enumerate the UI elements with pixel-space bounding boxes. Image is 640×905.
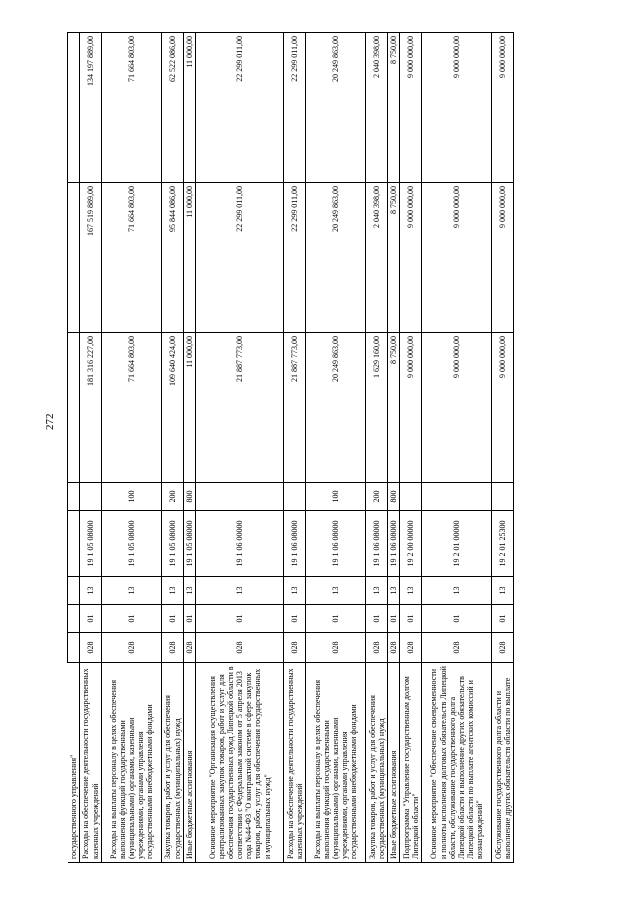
row-target-article: 19 1 05 08000 <box>162 511 184 577</box>
row-amount-3: 8 750,00 <box>388 33 400 183</box>
row-expense-type <box>284 483 306 511</box>
row-target-article: 19 1 06 08000 <box>366 511 388 577</box>
row-amount-1: 9 000 000,00 <box>422 333 492 483</box>
row-subsection: 13 <box>184 577 196 605</box>
row-amount-3: 9 000 000,00 <box>492 33 514 183</box>
row-admin-code: 028 <box>284 633 306 663</box>
row-subsection: 13 <box>196 577 284 605</box>
row-amount-2: 20 249 863,00 <box>306 183 366 333</box>
table-row <box>388 33 400 863</box>
budget-table-body <box>68 33 514 863</box>
row-subsection <box>68 577 80 605</box>
row-admin-code: 028 <box>306 633 366 663</box>
row-name: Основное мероприятие "Обеспечение своевременности и полноты исполнения долговых обязательств Липецкой области, обслуживание государственного долга Липецкой области и выполнение других обязательств Липецкой области по выплате агентских комиссий и вознаграждений" <box>422 663 492 863</box>
row-target-article: 19 1 05 08000 <box>102 511 162 577</box>
row-amount-1: 1 629 160,00 <box>366 333 388 483</box>
row-admin-code: 028 <box>196 633 284 663</box>
row-amount-3: 11 000,00 <box>184 33 196 183</box>
row-amount-1: 9 000 000,00 <box>400 333 422 483</box>
row-admin-code: 028 <box>400 633 422 663</box>
row-target-article: 19 2 00 00000 <box>400 511 422 577</box>
row-expense-type: 200 <box>366 483 388 511</box>
row-admin-code: 028 <box>366 633 388 663</box>
row-amount-3: 9 000 000,00 <box>422 33 492 183</box>
table-row <box>422 33 492 863</box>
row-section: 01 <box>162 605 184 633</box>
row-section: 01 <box>184 605 196 633</box>
row-target-article: 19 1 05 08000 <box>80 511 102 577</box>
row-amount-3: 134 197 889,00 <box>80 33 102 183</box>
row-target-article: 19 1 06 08000 <box>284 511 306 577</box>
row-section: 01 <box>388 605 400 633</box>
budget-table <box>67 32 514 863</box>
row-subsection: 13 <box>422 577 492 605</box>
row-section: 01 <box>306 605 366 633</box>
row-expense-type <box>68 483 80 511</box>
row-expense-type: 100 <box>306 483 366 511</box>
row-target-article: 19 1 06 00000 <box>196 511 284 577</box>
row-admin-code: 028 <box>422 633 492 663</box>
row-amount-1 <box>68 333 80 483</box>
row-name: Закупка товаров, работ и услуг для обеспечения государственных (муниципальных) нужд <box>162 663 184 863</box>
row-expense-type <box>492 483 514 511</box>
row-expense-type: 800 <box>184 483 196 511</box>
row-name: Обслуживание государственного долга области и выполнение других обязательств области по выплате <box>492 663 514 863</box>
row-amount-3: 2 040 398,00 <box>366 33 388 183</box>
row-name: Основное мероприятие "Организация осуществления централизованных закупок товаров, работ и услуг для обеспечения государственных нужд Липецкой области в соответствии с Федеральным законом от 5 апреля 2013 года №44-ФЗ "О контрактной системе в сфере закупок товаров, работ, услуг для обеспечения государственных и муниципальных нужд" <box>196 663 284 863</box>
row-section: 01 <box>284 605 306 633</box>
row-name: Иные бюджетные ассигнования <box>388 663 400 863</box>
row-amount-3: 62 522 086,00 <box>162 33 184 183</box>
row-section: 01 <box>492 605 514 633</box>
row-admin-code: 028 <box>80 633 102 663</box>
row-section: 01 <box>196 605 284 633</box>
row-amount-1: 109 640 424,00 <box>162 333 184 483</box>
row-subsection: 13 <box>102 577 162 605</box>
row-amount-1: 9 000 000,00 <box>492 333 514 483</box>
row-amount-3: 20 249 863,00 <box>306 33 366 183</box>
row-amount-1: 71 664 803,00 <box>102 333 162 483</box>
row-target-article: 19 2 01 00000 <box>422 511 492 577</box>
row-target-article: 19 1 06 08000 <box>388 511 400 577</box>
row-admin-code: 028 <box>162 633 184 663</box>
table-row <box>68 33 80 863</box>
row-amount-2: 8 750,00 <box>388 183 400 333</box>
row-amount-2: 9 000 000,00 <box>422 183 492 333</box>
page-number: 272 <box>44 413 56 430</box>
row-admin-code: 028 <box>102 633 162 663</box>
row-section: 01 <box>400 605 422 633</box>
table-row <box>400 33 422 863</box>
row-amount-2: 71 664 803,00 <box>102 183 162 333</box>
row-section: 01 <box>102 605 162 633</box>
row-name: Иные бюджетные ассигнования <box>184 663 196 863</box>
row-admin-code: 028 <box>492 633 514 663</box>
row-amount-3 <box>68 33 80 183</box>
row-amount-2 <box>68 183 80 333</box>
row-expense-type: 200 <box>162 483 184 511</box>
row-target-article: 19 1 05 08000 <box>184 511 196 577</box>
row-target-article: 19 2 01 25300 <box>492 511 514 577</box>
row-subsection: 13 <box>162 577 184 605</box>
row-section: 01 <box>366 605 388 633</box>
row-expense-type: 100 <box>102 483 162 511</box>
row-amount-3: 9 000 000,00 <box>400 33 422 183</box>
row-admin-code: 028 <box>388 633 400 663</box>
row-section: 01 <box>422 605 492 633</box>
table-row <box>366 33 388 863</box>
row-name: Расходы на обеспечение деятельности государственных казенных учреждений <box>80 663 102 863</box>
row-expense-type: 800 <box>388 483 400 511</box>
row-expense-type <box>196 483 284 511</box>
row-expense-type <box>400 483 422 511</box>
row-amount-3: 71 664 803,00 <box>102 33 162 183</box>
table-row <box>162 33 184 863</box>
table-row <box>184 33 196 863</box>
row-amount-1: 8 750,00 <box>388 333 400 483</box>
row-target-article: 19 1 06 08000 <box>306 511 366 577</box>
row-subsection: 13 <box>388 577 400 605</box>
row-admin-code: 028 <box>184 633 196 663</box>
row-amount-3: 22 299 011,00 <box>196 33 284 183</box>
row-subsection: 13 <box>80 577 102 605</box>
row-admin-code <box>68 633 80 663</box>
row-amount-2: 22 299 011,00 <box>196 183 284 333</box>
row-target-article <box>68 511 80 577</box>
row-subsection: 13 <box>306 577 366 605</box>
row-name: Расходы на выплаты персоналу в целях обеспечения выполнения функций государственными (муниципальными) органами, казенными учреждениями, органами управления государственными внебюджетными фондами <box>306 663 366 863</box>
row-amount-1: 21 887 773,00 <box>284 333 306 483</box>
table-row <box>492 33 514 863</box>
row-amount-2: 11 000,00 <box>184 183 196 333</box>
row-name: Закупка товаров, работ и услуг для обеспечения государственных (муниципальных) нужд <box>366 663 388 863</box>
row-expense-type <box>80 483 102 511</box>
row-subsection: 13 <box>284 577 306 605</box>
row-amount-1: 20 249 863,00 <box>306 333 366 483</box>
row-name: государственного управления" <box>68 663 80 863</box>
row-amount-2: 9 000 000,00 <box>400 183 422 333</box>
row-name: Подпрограмма "Управление государственным долгом Липецкой области" <box>400 663 422 863</box>
row-expense-type <box>422 483 492 511</box>
row-name: Расходы на обеспечение деятельности государственных казенных учреждений <box>284 663 306 863</box>
budget-table-container <box>67 33 607 863</box>
table-row <box>102 33 162 863</box>
row-amount-3: 22 299 011,00 <box>284 33 306 183</box>
row-amount-2: 22 299 011,00 <box>284 183 306 333</box>
row-amount-2: 167 519 889,00 <box>80 183 102 333</box>
row-amount-1: 181 316 227,00 <box>80 333 102 483</box>
row-amount-1: 21 887 773,00 <box>196 333 284 483</box>
row-section: 01 <box>80 605 102 633</box>
row-subsection: 13 <box>400 577 422 605</box>
row-name: Расходы на выплаты персоналу в целях обеспечения выполнения функций государственными (муниципальными) органами, казенными учреждениями, органами управления государственными внебюджетными фондами <box>102 663 162 863</box>
row-amount-2: 2 040 398,00 <box>366 183 388 333</box>
table-row <box>196 33 284 863</box>
table-row <box>306 33 366 863</box>
table-row <box>80 33 102 863</box>
row-amount-1: 11 000,00 <box>184 333 196 483</box>
row-subsection: 13 <box>492 577 514 605</box>
row-amount-2: 95 844 086,00 <box>162 183 184 333</box>
row-subsection: 13 <box>366 577 388 605</box>
row-section <box>68 605 80 633</box>
row-amount-2: 9 000 000,00 <box>492 183 514 333</box>
table-row <box>284 33 306 863</box>
